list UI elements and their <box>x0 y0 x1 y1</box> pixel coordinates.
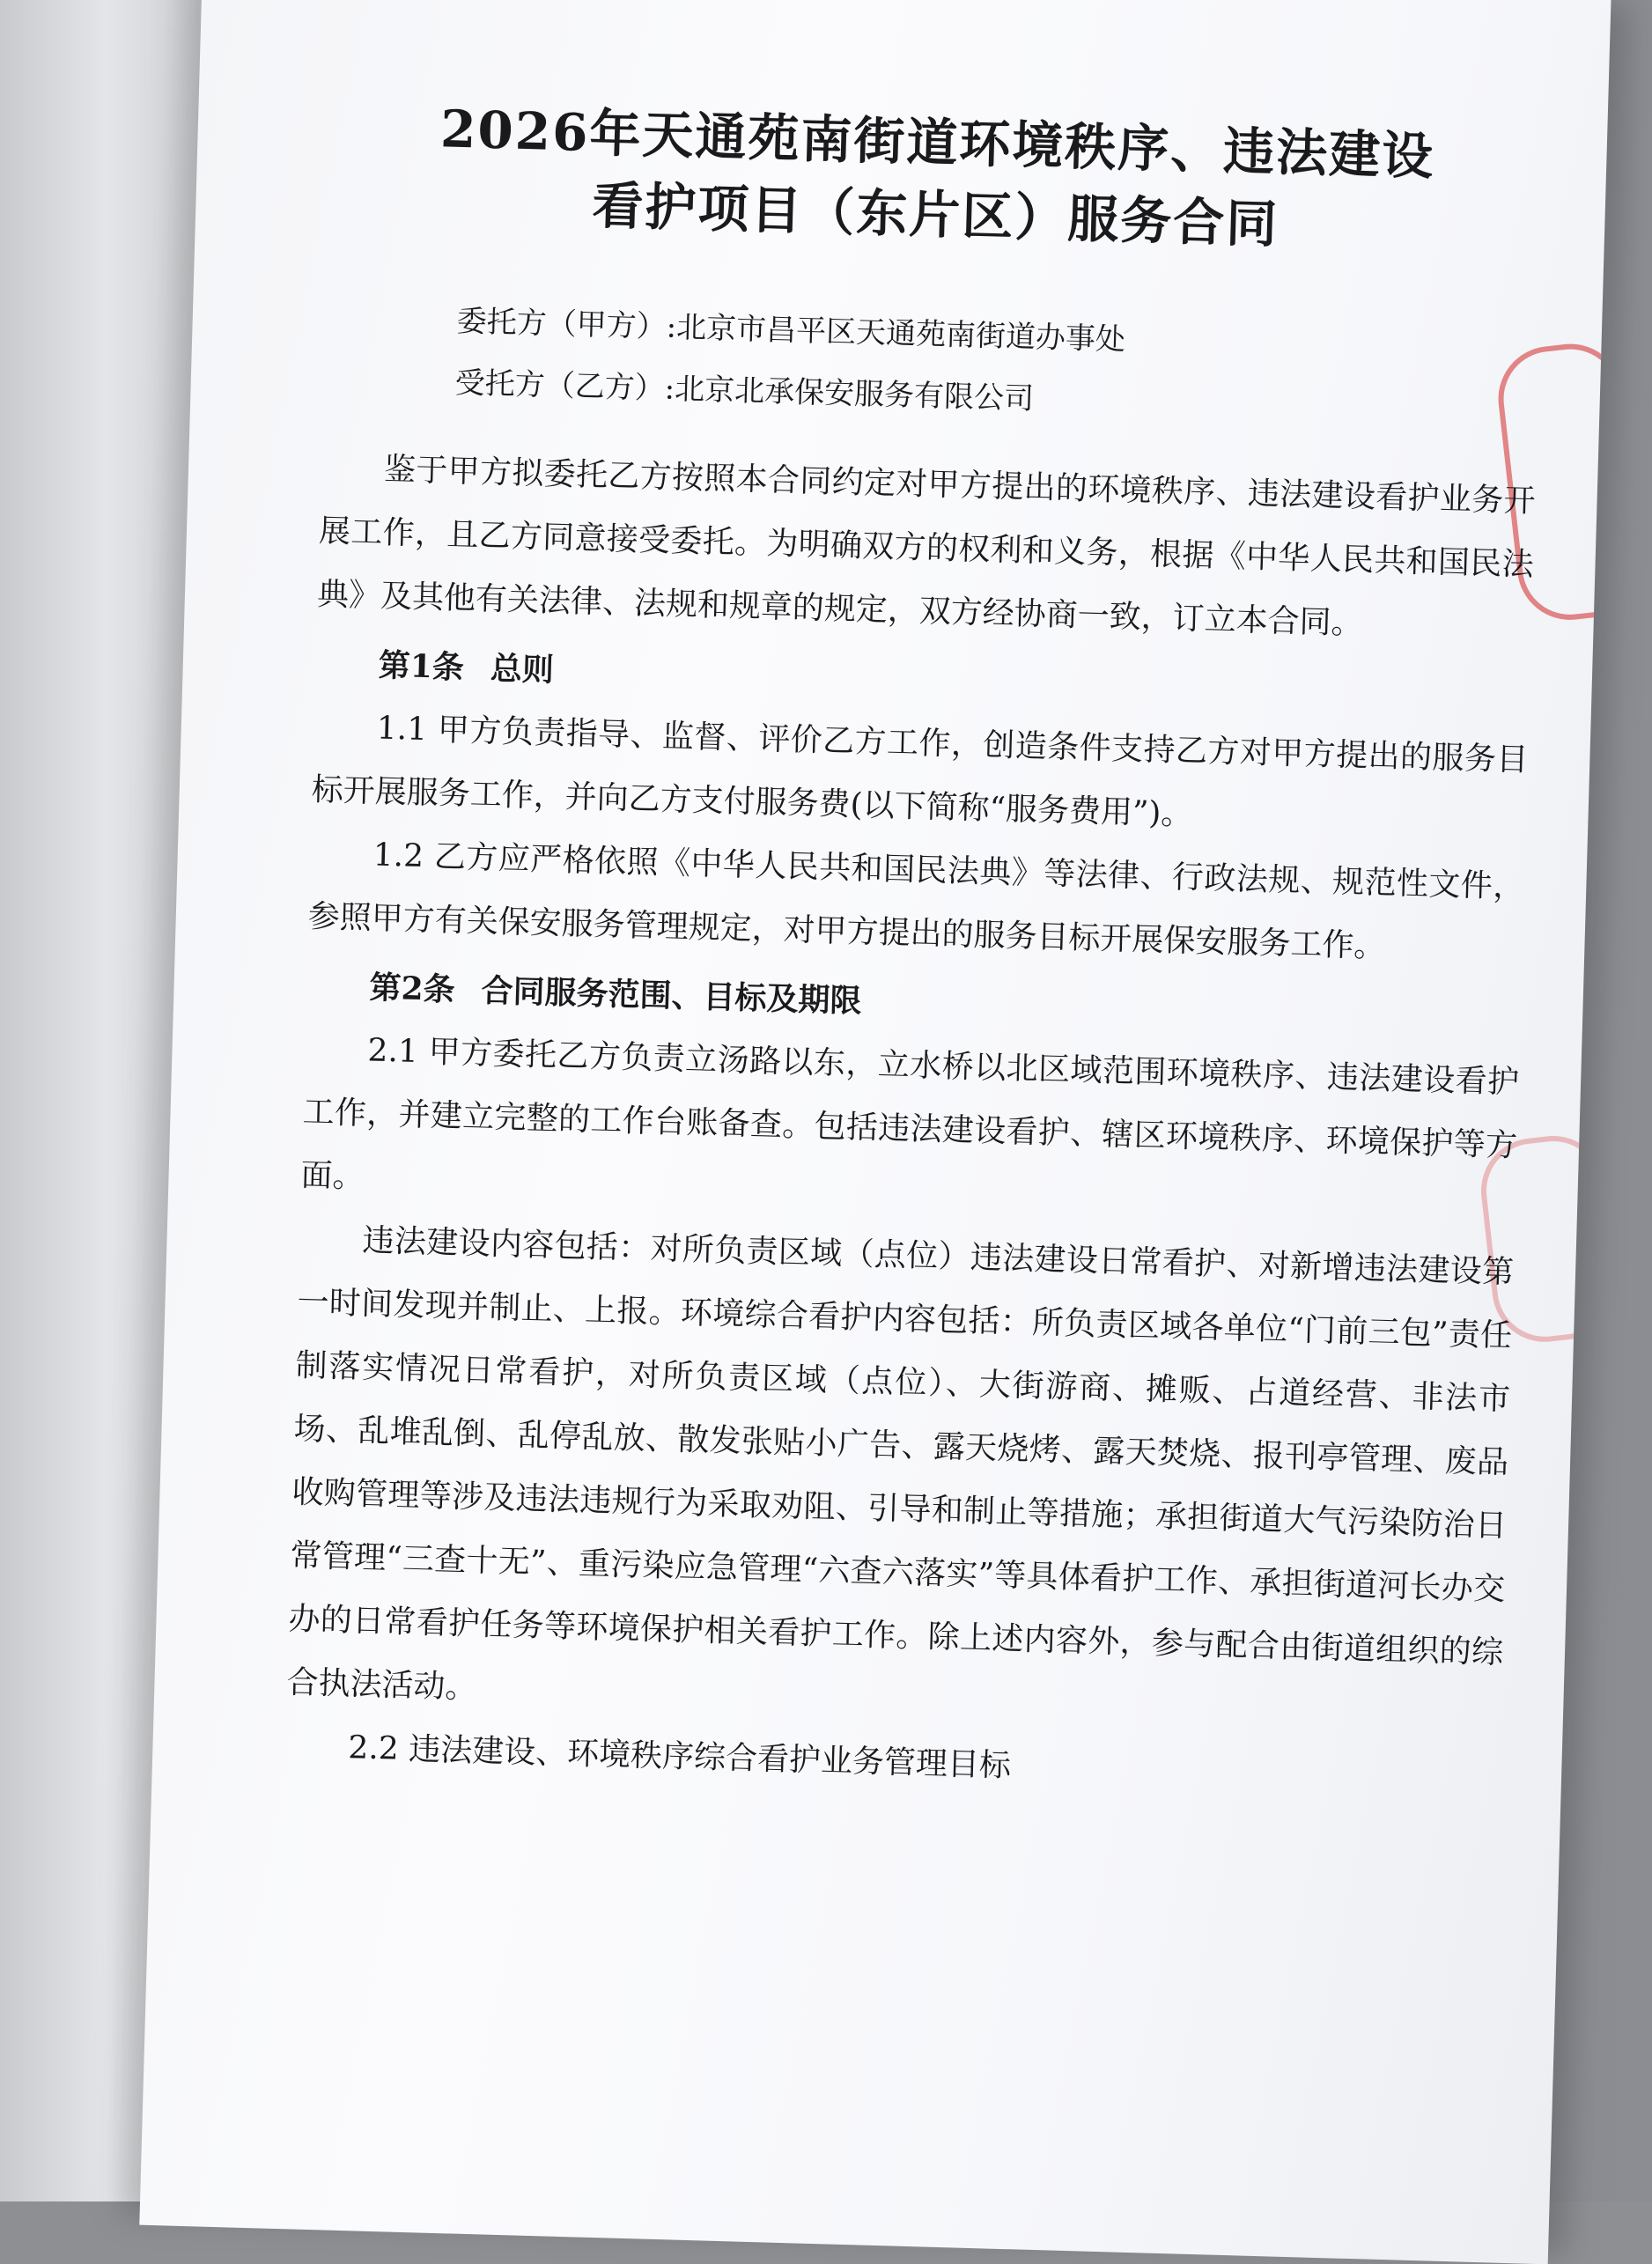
clause-2-1: 2.1 甲方委托乙方负责立汤路以东，立水桥以北区域范围环境秩序、违法建设看护工作，并建立完整的工作台账备查。包括违法建设看护、辖区环境秩序、环境保护等方面。 <box>300 1032 1520 1196</box>
clause-1-2: 1.2 乙方应严格依照《中华人民共和国民法典》等法律、行政法规、规范性文件，参照甲方有关保安服务管理规定，对甲方提出的服务目标开展保安服务工作。 <box>307 837 1525 965</box>
party-a-label: 委托方（甲方）: <box>456 303 677 345</box>
clause-2-2: 2.2 违法建设、环境秩序综合看护业务管理目标 <box>347 1729 1012 1785</box>
document-title <box>327 90 1545 268</box>
contract-page <box>139 0 1611 2264</box>
article-1-number: 第1条 <box>378 646 465 687</box>
article-1-title: 总则 <box>490 650 555 690</box>
title-line-2: 看护项目（东片区）服务合同 <box>591 175 1280 254</box>
article-2-number: 第2条 <box>369 969 456 1009</box>
clause-2-1-detail: 违法建设内容包括：对所负责区域（点位）违法建设日常看护、对新增违法建设第一时间发现并制止、上报。环境综合看护内容包括：所负责区域各单位“门前三包”责任制落实情况日常看护，对所负责区域（点位）、大街游商、摊贩、占道经营、非法市场、乱堆乱倒、乱停乱放、散发张贴小广告、露天烧烤、露天焚烧、报刊亭管理、废品收购管理等涉及违法违规行为采取劝阻、引导和制止等措施；承担街道大气污染防治日常管理“三查十无”、重污染应急管理“六查六落实”等具体看护工作、承担街道河长办交办的日常看护任务等环境保护相关看护工作。除上述内容外，参与配合由街道组织的综合执法活动。 <box>285 1222 1515 1707</box>
party-b-name: 北京北承保安服务有限公司 <box>674 371 1035 417</box>
preamble-paragraph: 鉴于甲方拟委托乙方按照本合同约定对甲方提出的环境秩序、违法建设看护业务开展工作，且乙方同意接受委托。为明确双方的权利和义务，根据《中华人民共和国民法典》及其他有关法律、法规和规章的规定，双方经协商一致，订立本合同。 <box>316 451 1537 642</box>
title-line-1: 2026年天通苑南街道环境秩序、违法建设 <box>439 99 1436 187</box>
article-2-title: 合同服务范围、目标及期限 <box>481 971 863 1021</box>
party-b-label: 受托方（乙方）: <box>454 365 675 407</box>
party-a-name: 北京市昌平区天通苑南街道办事处 <box>675 309 1126 358</box>
clause-1-1: 1.1 甲方负责指导、监督、评价乙方工作，创造条件支持乙方对甲方提出的服务目标开展服务工作，并向乙方支付服务费(以下简称“服务费用”)。 <box>311 710 1529 833</box>
document-body <box>284 90 1546 1812</box>
